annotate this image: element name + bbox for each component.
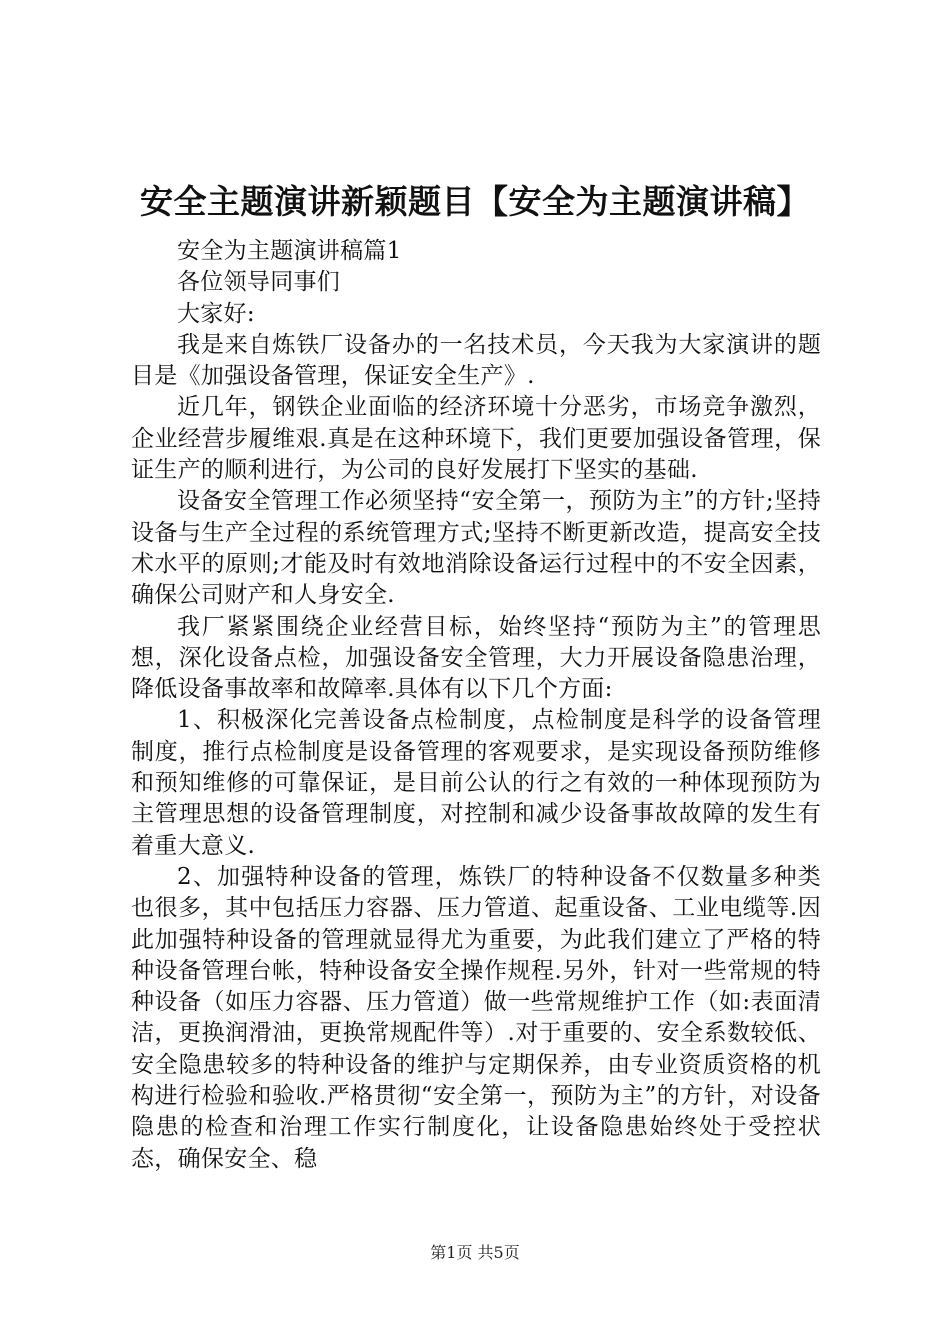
document-body [131,236,821,1175]
body-paragraph: 1、积极深化完善设备点检制度，点检制度是科学的设备管理制度，推行点检制度是设备管理的客观要求，是实现设备预防维修和预知维修的可靠保证，是目前公认的行之有效的一种体现预防为主管理思想的设备管理制度，对控制和减少设备事故故障的发生有着重大意义. [131,707,821,859]
greeting: 大家好: [177,300,255,327]
document-title: 安全主题演讲新颖题目【安全为主题演讲稿】 [140,182,810,221]
body-paragraph: 我是来自炼铁厂设备办的一名技术员，今天我为大家演讲的题目是《加强设备管理，保证安全生产》. [131,331,821,390]
page-footer: 第1页 共5页 [430,1243,520,1262]
body-paragraph: 设备安全管理工作必须坚持“安全第一，预防为主”的方针;坚持设备与生产全过程的系统管理方式;坚持不断更新改造，提高安全技术水平的原则;才能及时有效地消除设备运行过程中的不安全因素，确保公司财产和人身安全. [131,488,821,609]
body-paragraph: 2、加强特种设备的管理，炼铁厂的特种设备不仅数量多种类也很多，其中包括压力容器、压力管道、起重设备、工业电缆等.因此加强特种设备的管理就显得尤为重要，为此我们建立了严格的特种设备管理台帐，特种设备安全操作规程.另外，针对一些常规的特种设备（如压力容器、压力管道）做一些常规维护工作（如:表面清洁，更换润滑油，更换常规配件等）.对于重要的、安全系数较低、安全隐患较多的特种设备的维护与定期保养，由专业资质资格的机构进行检验和验收.严格贯彻“安全第一，预防为主”的方针，对设备隐患的检查和治理工作实行制度化，让设备隐患始终处于受控状态，确保安全、稳 [131,863,821,1172]
body-paragraph: 近几年，钢铁企业面临的经济环境十分恶劣，市场竞争激烈，企业经营步履维艰.真是在这种环境下，我们更要加强设备管理，保证生产的顺利进行，为公司的良好发展打下坚实的基础. [131,394,821,484]
section-heading: 安全为主题演讲稿篇1 [177,238,402,264]
body-paragraph: 我厂紧紧围绕企业经营目标，始终坚持“预防为主”的管理思想，深化设备点检，加强设备安全管理，大力开展设备隐患治理，降低设备事故率和故障率.具体有以下几个方面: [131,613,821,703]
salutation: 各位领导同事们 [177,269,341,296]
